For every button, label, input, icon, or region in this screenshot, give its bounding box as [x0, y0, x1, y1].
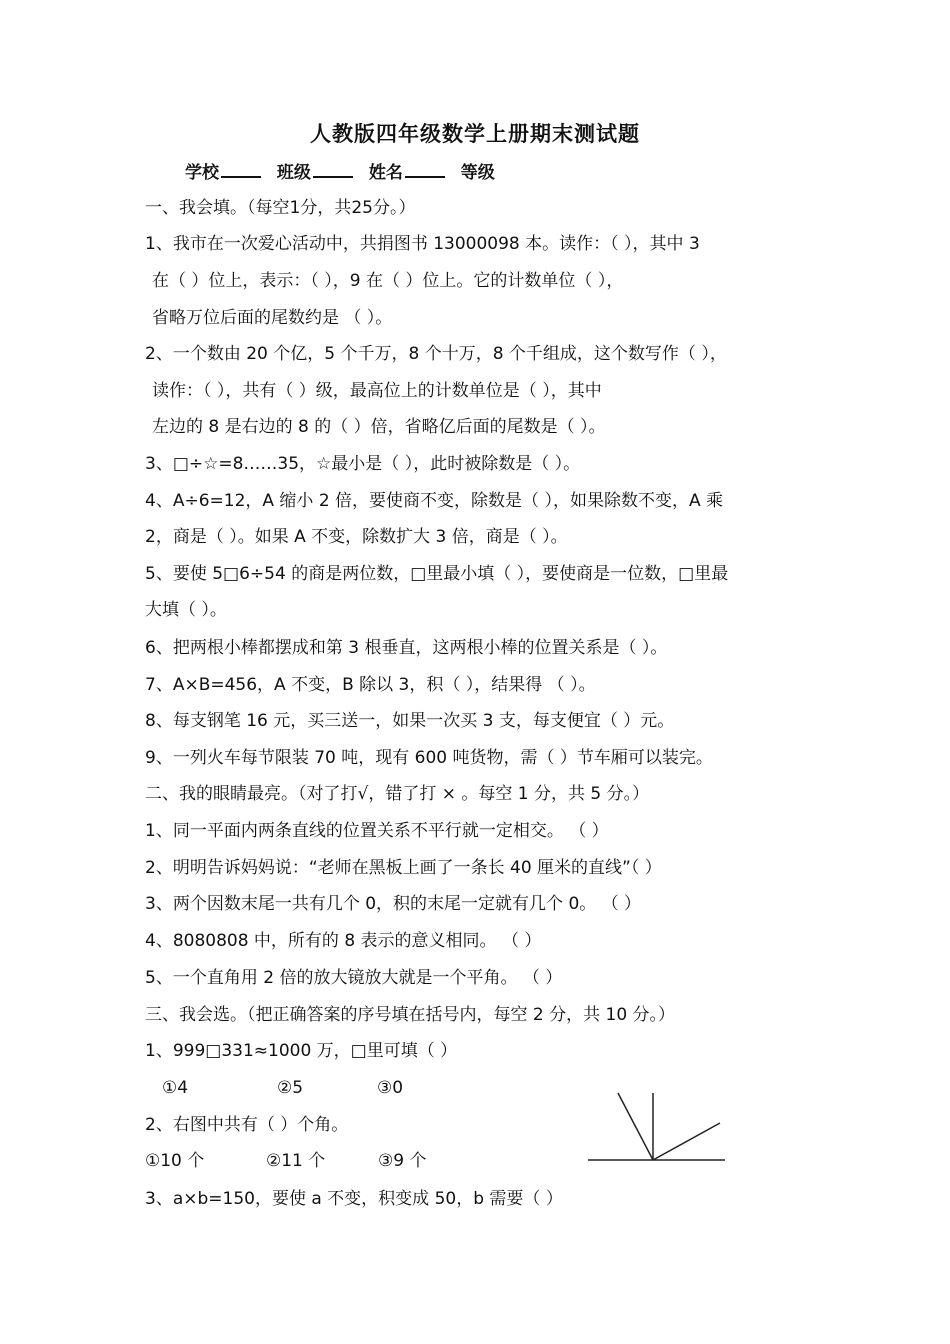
mc-q1-option-2: ②5 [277, 1078, 304, 1098]
mc-q1-option-1: ①4 [162, 1078, 189, 1098]
class-blank [313, 162, 353, 178]
q5-line-2: 大填（ ）。 [145, 600, 227, 620]
section-3-heading: 三、我会选。（把正确答案的序号填在括号内，每空 2 分，共 10 分。） [145, 1005, 676, 1025]
q6-line-1: 6、把两根小棒都摆成和第 3 根垂直，这两根小棒的位置关系是（ ）。 [145, 638, 668, 658]
tf-q5: 5、一个直角用 2 倍的放大镜放大就是一个平角。 （ ） [145, 968, 563, 988]
section-2-heading: 二、我的眼睛最亮。（对了打√，错了打 × 。每空 1 分，共 5 分。） [145, 784, 650, 804]
mc-q1-option-3: ③0 [377, 1078, 404, 1098]
tf-q4: 4、8080808 中，所有的 8 表示的意义相同。 （ ） [145, 931, 542, 951]
school-blank [221, 162, 261, 178]
q7-line-1: 7、A×B=456，A 不变，B 除以 3，积（ ），结果得 （ ）。 [145, 675, 596, 695]
q1-line-1: 1、我市在一次爱心活动中，共捐图书 13000098 本。读作：（ ），其中 3 [145, 234, 700, 254]
mc-q1: 1、999□331≈1000 万，□里可填（ ） [145, 1041, 458, 1061]
page-title: 人教版四年级数学上册期末测试题 [310, 122, 640, 146]
q9-line-1: 9、一列火车每节限装 70 吨，现有 600 吨货物，需（ ）节车厢可以装完。 [145, 748, 713, 768]
mc-q2-option-3: ③9 个 [378, 1151, 427, 1171]
name-label: 姓名 [368, 163, 403, 183]
figure-right-ray [653, 1123, 720, 1160]
q5-line-1: 5、要使 5□6÷54 的商是两位数，□里最小填（ ），要使商是一位数，□里最 [145, 564, 729, 584]
section-1-heading: 一、我会填。（每空1分，共25分。） [145, 198, 416, 218]
mc-q2-option-1: ①10 个 [145, 1151, 205, 1171]
q2-line-2: 读作：（ ），共有（ ）级，最高位上的计数单位是（ ），其中 [152, 381, 602, 401]
mc-q2: 2、右图中共有（ ）个角。 [145, 1115, 349, 1135]
grade-label: 等级 [460, 163, 495, 183]
q2-line-1: 2、一个数由 20 个亿，5 个千万，8 个十万，8 个千组成，这个数写作（ ）， [145, 344, 727, 364]
name-blank [405, 162, 445, 178]
school-label: 学校 [185, 163, 219, 183]
tf-q2: 2、明明告诉妈妈说：“老师在黑板上画了一条长 40 厘米的直线”（ ） [145, 858, 662, 878]
figure-left-ray [618, 1093, 653, 1160]
q8-line-1: 8、每支钢笔 16 元，买三送一，如果一次买 3 支，每支便宜（ ）元。 [145, 711, 675, 731]
q3-line-1: 3、□÷☆=8……35，☆最小是（ ），此时被除数是（ ）。 [145, 454, 581, 474]
q4-line-1: 4、A÷6=12，A 缩小 2 倍，要使商不变，除数是（ ），如果除数不变，A 乘 [145, 491, 723, 511]
q4-line-2: 2，商是（ ）。如果 A 不变，除数扩大 3 倍，商是（ ）。 [145, 527, 568, 547]
q1-line-2: 在（ ）位上，表示：（ ），9 在（ ）位上。它的计数单位（ ）， [152, 271, 624, 291]
tf-q3: 3、两个因数末尾一共有几个 0，积的末尾一定就有几个 0。 （ ） [145, 894, 642, 914]
angle-figure [585, 1088, 730, 1168]
mc-q2-option-2: ②11 个 [266, 1151, 326, 1171]
q2-line-3: 左边的 8 是右边的 8 的（ ）倍，省略亿后面的尾数是（ ）。 [152, 417, 606, 437]
class-label: 班级 [276, 163, 311, 183]
q1-line-3: 省略万位后面的尾数约是 （ ）。 [152, 308, 393, 328]
student-info-row [185, 158, 497, 183]
tf-q1: 1、同一平面内两条直线的位置关系不平行就一定相交。 （ ） [145, 821, 609, 841]
mc-q3: 3、a×b=150，要使 a 不变，积变成 50，b 需要（ ） [145, 1189, 563, 1209]
